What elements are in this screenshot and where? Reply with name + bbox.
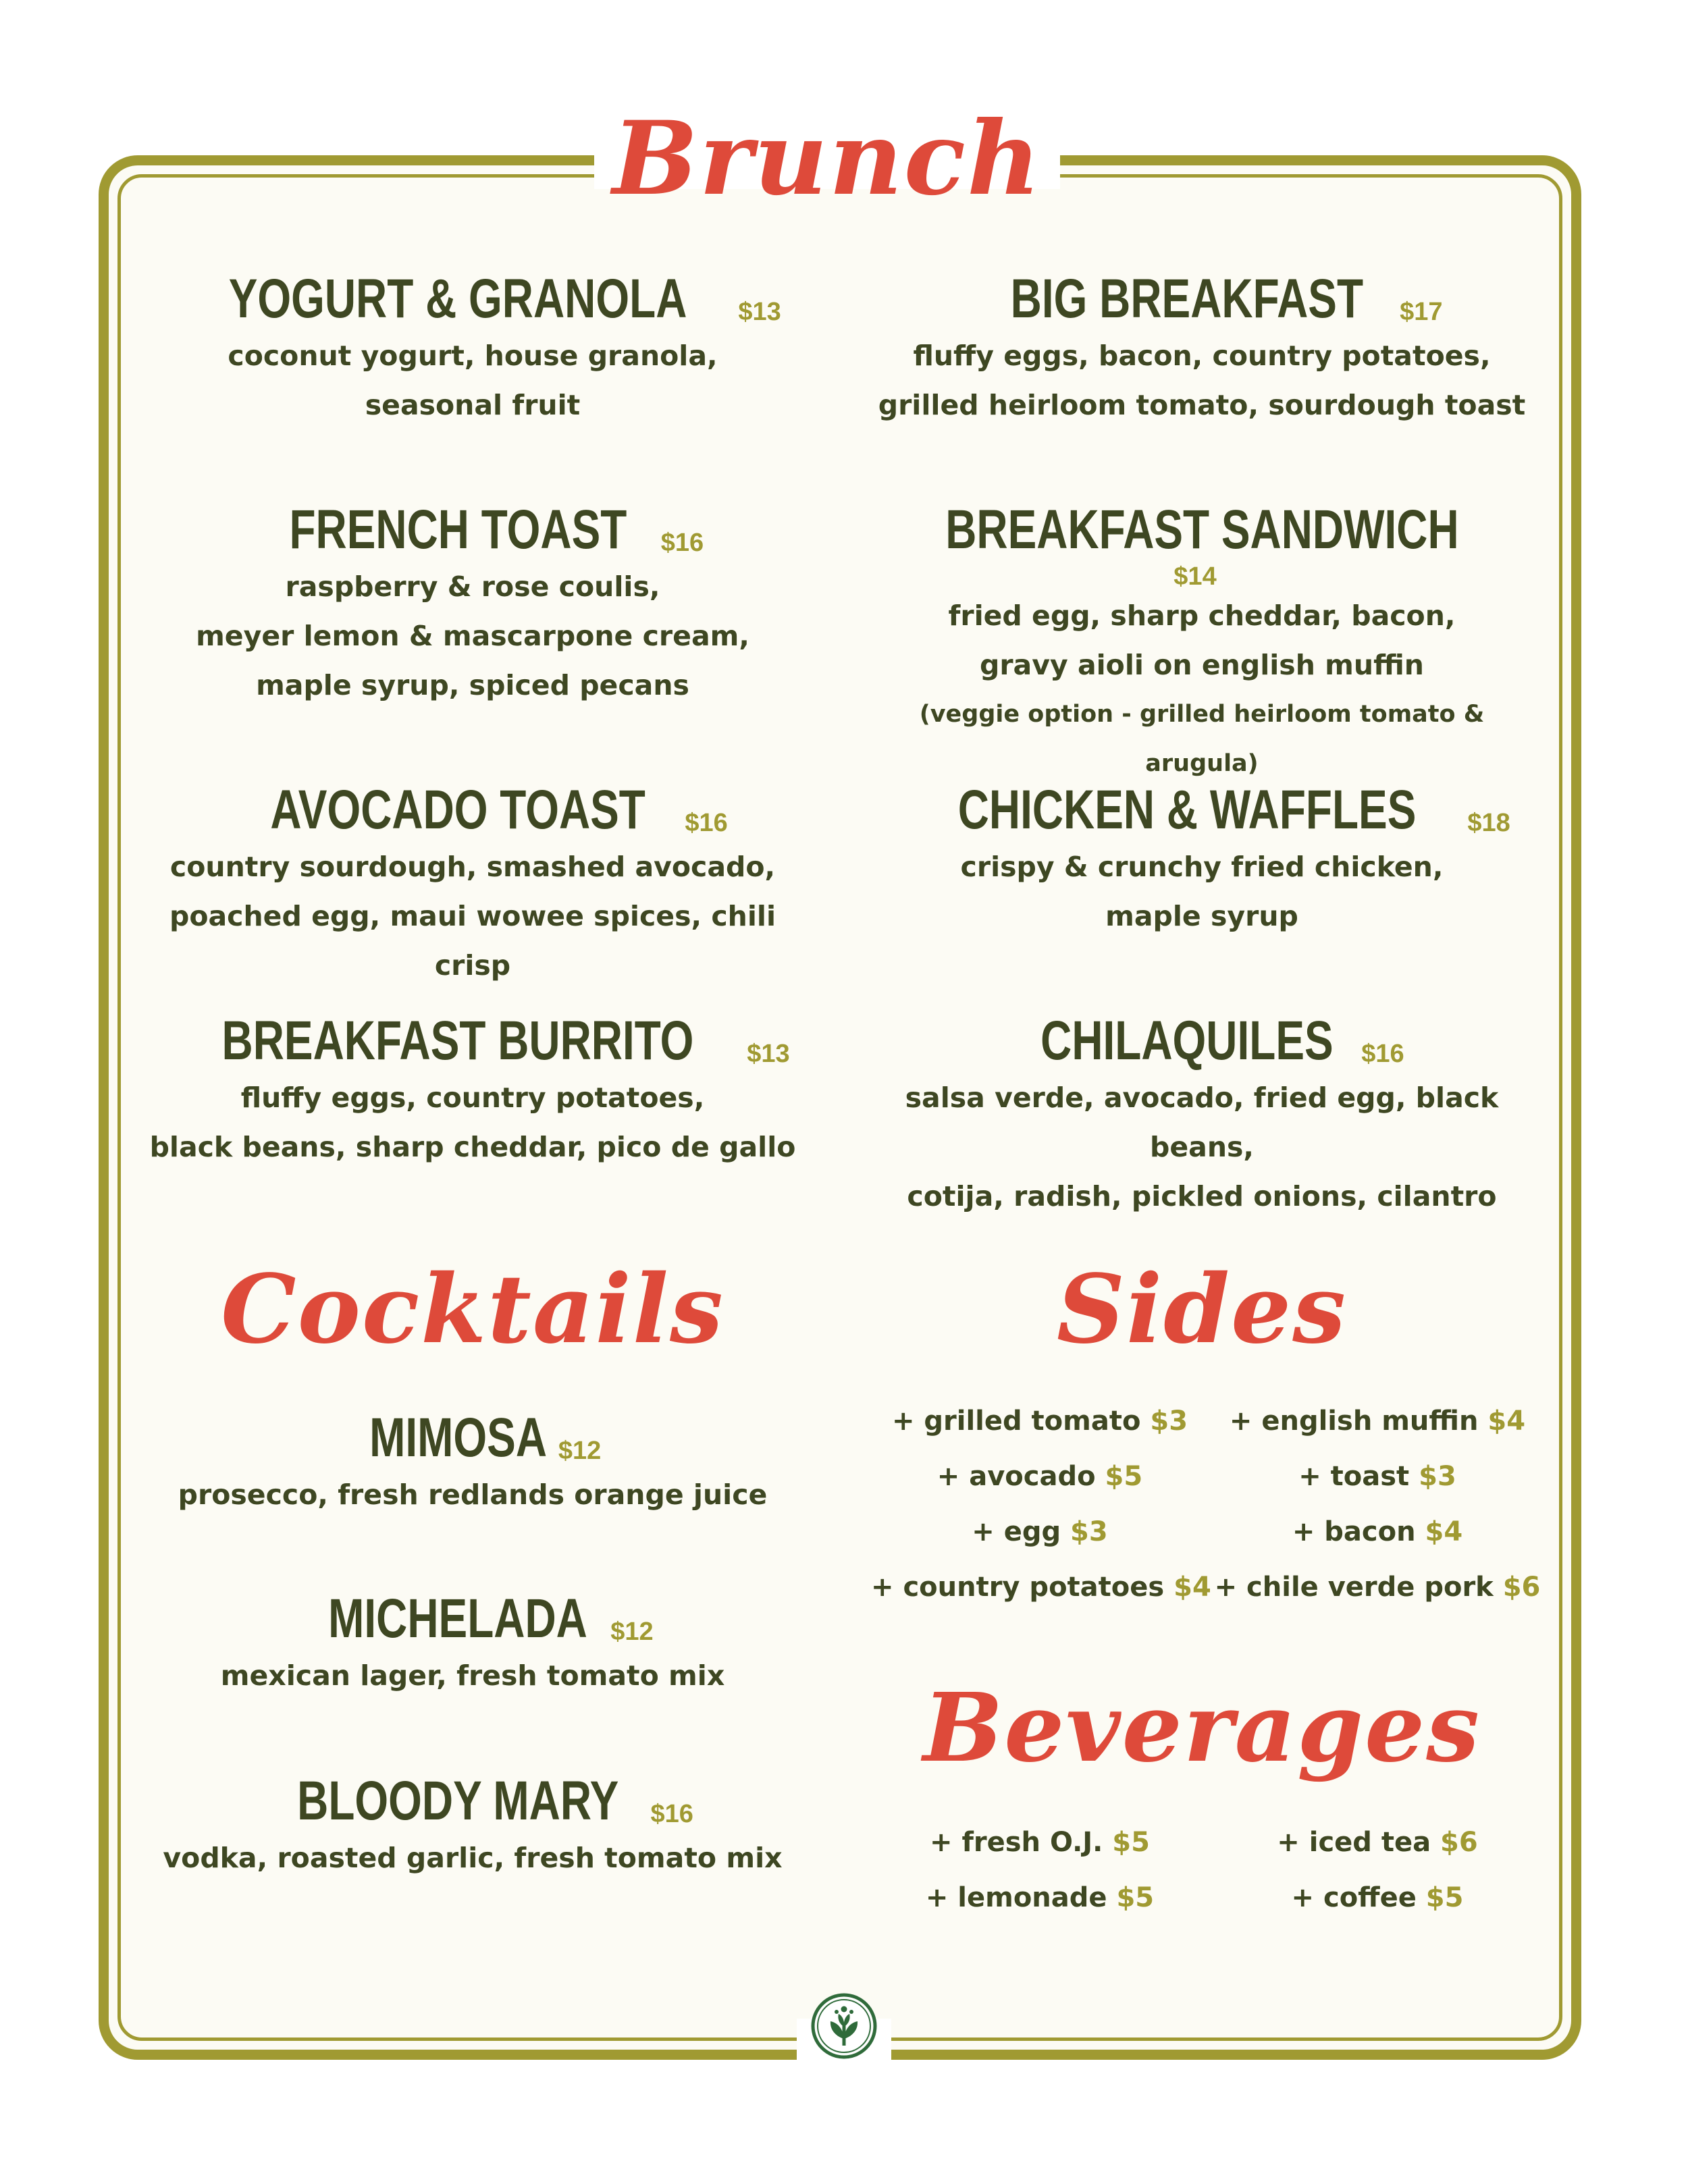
item-name: CHICKEN & WAFFLES bbox=[957, 779, 1417, 841]
beverage-price: $5 bbox=[1425, 1882, 1464, 1913]
menu-item-mimosa bbox=[135, 1406, 810, 1520]
side-label: + avocado bbox=[937, 1461, 1096, 1492]
item-description: mexican lager, fresh tomato mix bbox=[220, 1659, 725, 1692]
side-price: $3 bbox=[1419, 1461, 1456, 1492]
beverage-item bbox=[871, 1870, 1209, 1925]
side-label: + country potatoes bbox=[871, 1572, 1165, 1603]
beverage-label: + iced tea bbox=[1277, 1827, 1431, 1858]
beverages-list-right bbox=[1209, 1815, 1546, 1925]
item-name: YOGURT & GRANOLA bbox=[228, 268, 687, 329]
item-note: (veggie option - grilled heirloom tomato & arugula) bbox=[919, 701, 1485, 777]
side-label: + chile verde pork bbox=[1214, 1572, 1494, 1603]
beverages-title: Beverages bbox=[922, 1673, 1481, 1784]
side-price: $4 bbox=[1425, 1516, 1463, 1547]
item-name: MIMOSA bbox=[369, 1407, 547, 1468]
side-price: $3 bbox=[1070, 1516, 1108, 1547]
item-price: $18 bbox=[1467, 809, 1510, 837]
item-price: $16 bbox=[660, 529, 704, 557]
side-price: $6 bbox=[1502, 1572, 1541, 1603]
item-description: crispy & crunchy fried chicken, maple syrup bbox=[960, 851, 1444, 932]
item-name: BLOODY MARY bbox=[297, 1770, 619, 1832]
menu-item-yogurt-granola bbox=[135, 267, 810, 430]
side-price: $4 bbox=[1487, 1406, 1526, 1437]
sides-list-right bbox=[1209, 1393, 1546, 1615]
menu-item-chilaquiles bbox=[864, 1009, 1539, 1221]
side-label: + grilled tomato bbox=[891, 1406, 1141, 1437]
side-item bbox=[871, 1393, 1209, 1449]
beverage-price: $5 bbox=[1112, 1827, 1150, 1858]
menu-item-breakfast-burrito bbox=[135, 1009, 810, 1172]
item-name: BREAKFAST SANDWICH bbox=[945, 499, 1459, 560]
side-label: + english muffin bbox=[1229, 1406, 1479, 1437]
brunch-title: Brunch bbox=[612, 99, 1043, 218]
side-item bbox=[871, 1560, 1209, 1615]
cocktails-title: Cocktails bbox=[221, 1254, 724, 1365]
side-price: $3 bbox=[1150, 1406, 1188, 1437]
side-price: $4 bbox=[1173, 1572, 1211, 1603]
beverage-price: $6 bbox=[1440, 1827, 1478, 1858]
item-price: $16 bbox=[1361, 1040, 1404, 1068]
item-name: CHILAQUILES bbox=[1040, 1010, 1334, 1071]
side-label: + bacon bbox=[1292, 1516, 1416, 1547]
item-price: $13 bbox=[738, 298, 781, 326]
menu-item-michelada bbox=[135, 1587, 810, 1701]
menu-item-big-breakfast bbox=[864, 267, 1539, 430]
beverage-label: + fresh O.J. bbox=[930, 1827, 1103, 1858]
side-item bbox=[871, 1504, 1209, 1560]
sprout-leaf-logo-icon bbox=[810, 1992, 878, 2060]
item-name: BREAKFAST BURRITO bbox=[221, 1010, 694, 1071]
side-item bbox=[1209, 1393, 1546, 1449]
item-price: $13 bbox=[747, 1040, 790, 1068]
item-description: fried egg, sharp cheddar, bacon, gravy aioli on english muffin bbox=[948, 600, 1456, 681]
item-price: $17 bbox=[1400, 298, 1443, 326]
item-description: salsa verde, avocado, fried egg, black beans, cotija, radish, pickled onions, cilantro bbox=[905, 1082, 1499, 1213]
item-description: fluffy eggs, country potatoes, black beans, sharp cheddar, pico de gallo bbox=[149, 1082, 796, 1163]
side-item bbox=[871, 1449, 1209, 1504]
side-label: + toast bbox=[1298, 1461, 1410, 1492]
beverage-label: + lemonade bbox=[925, 1882, 1107, 1913]
item-price: $16 bbox=[650, 1800, 693, 1828]
menu-item-bloody-mary bbox=[135, 1769, 810, 1883]
sides-list-left bbox=[871, 1393, 1209, 1615]
item-description: fluffy eggs, bacon, country potatoes, grilled heirloom tomato, sourdough toast bbox=[878, 340, 1526, 421]
item-price: $14 bbox=[1173, 562, 1217, 591]
beverages-list-left bbox=[871, 1815, 1209, 1925]
menu-item-breakfast-sandwich bbox=[864, 498, 1539, 789]
side-item bbox=[1209, 1504, 1546, 1560]
beverage-item bbox=[1209, 1815, 1546, 1870]
side-price: $5 bbox=[1105, 1461, 1143, 1492]
item-description: country sourdough, smashed avocado, poached egg, maui wowee spices, chili crisp bbox=[169, 851, 776, 982]
item-name: AVOCADO TOAST bbox=[270, 779, 646, 841]
item-price: $12 bbox=[558, 1437, 602, 1465]
item-price: $12 bbox=[610, 1618, 654, 1646]
menu-item-french-toast bbox=[135, 498, 810, 710]
beverage-item bbox=[1209, 1870, 1546, 1925]
item-description: vodka, roasted garlic, fresh tomato mix bbox=[163, 1842, 783, 1874]
side-item bbox=[1209, 1449, 1546, 1504]
beverage-item bbox=[871, 1815, 1209, 1870]
beverage-label: + coffee bbox=[1291, 1882, 1417, 1913]
side-label: + egg bbox=[972, 1516, 1061, 1547]
sides-title: Sides bbox=[1056, 1254, 1348, 1365]
menu-item-chicken-waffles bbox=[864, 778, 1539, 941]
item-name: FRENCH TOAST bbox=[289, 499, 627, 560]
item-description: prosecco, fresh redlands orange juice bbox=[178, 1479, 768, 1511]
item-description: coconut yogurt, house granola, seasonal fruit bbox=[228, 340, 718, 421]
item-name: MICHELADA bbox=[328, 1588, 588, 1649]
item-name: BIG BREAKFAST bbox=[1011, 268, 1364, 329]
menu-item-avocado-toast bbox=[135, 778, 810, 990]
beverage-price: $5 bbox=[1116, 1882, 1155, 1913]
item-price: $16 bbox=[685, 809, 728, 837]
side-item bbox=[1209, 1560, 1546, 1615]
item-description: raspberry & rose coulis, meyer lemon & mascarpone cream, maple syrup, spiced pecans bbox=[196, 570, 749, 701]
